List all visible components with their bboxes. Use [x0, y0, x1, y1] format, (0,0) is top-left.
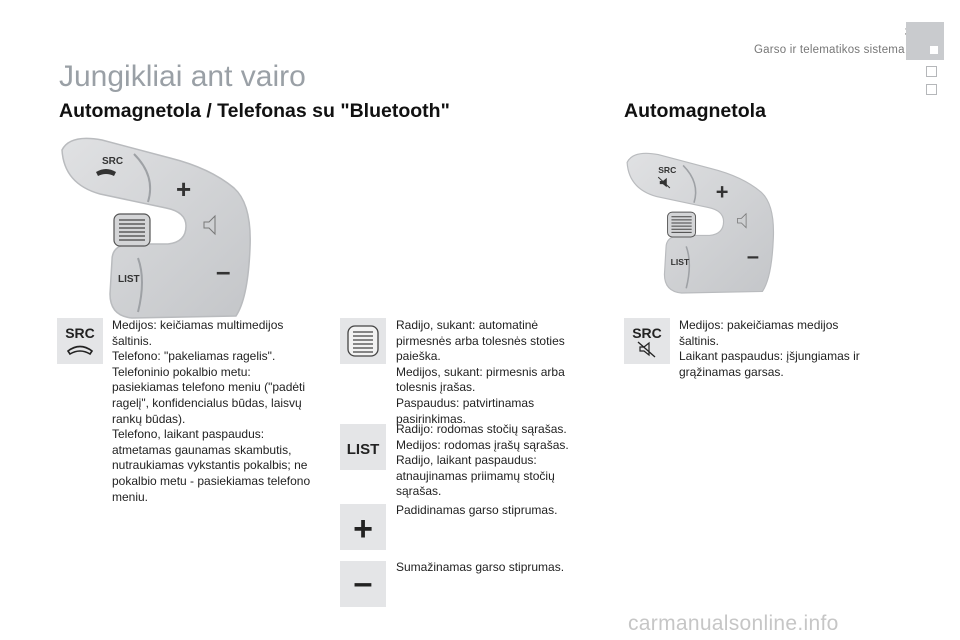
steering-controls-diagram-bluetooth	[40, 128, 310, 328]
plus-icon	[340, 504, 386, 550]
chapter-tab-marker	[930, 46, 938, 54]
section-title-right: Automagnetola	[624, 100, 766, 122]
list-description: Radijo: rodomas stočių sąrašas. Medijos: rodomas įrašų sąrašas. Radijo, laikant paspaudus: atnaujinamas priimamų stočių sąrašas.	[396, 422, 569, 499]
thumbwheel-icon	[340, 318, 386, 364]
thumbwheel-description: Radijo, sukant: automatinė pirmesnės arba tolesnės stoties paieška. Medijos, sukant: pirmesnis arba tolesnis įrašas. Paspaudus: patvirtinamas pasirinkimas.	[396, 318, 565, 426]
volume-up-button[interactable]: +	[176, 174, 192, 204]
chapter-tab[interactable]	[906, 22, 944, 60]
src-mute-icon	[624, 318, 670, 364]
steering-controls-diagram-radio	[610, 128, 820, 318]
plus-description: Padidinamas garso stiprumas.	[396, 503, 558, 517]
svg-text:SRC: SRC	[65, 325, 95, 341]
volume-down-button[interactable]: –	[216, 256, 231, 286]
src-mute-description: Medijos: pakeičiamas medijos šaltinis. Laikant paspaudus: įšjungiamas ir grąžinamas garsas.	[679, 318, 860, 379]
list-button-label[interactable]: LIST	[670, 257, 690, 267]
control-panel-shape	[62, 138, 250, 318]
control-panel-shape	[627, 153, 773, 293]
section-label: Garso ir telematikos sistema	[754, 44, 905, 56]
section-title-left: Automagnetola / Telefonas su "Bluetooth"	[59, 100, 450, 122]
src-button-label[interactable]: SRC	[658, 165, 677, 176]
list-button-label[interactable]: LIST	[118, 274, 140, 285]
thumbwheel[interactable]	[114, 214, 150, 246]
chapter-tab-empty[interactable]	[926, 66, 937, 77]
minus-icon	[340, 561, 386, 607]
volume-down-button[interactable]: –	[746, 243, 759, 269]
minus-description: Sumažinamas garso stiprumas.	[396, 560, 565, 574]
thumbwheel[interactable]	[668, 212, 696, 237]
src-button-label[interactable]: SRC	[102, 156, 124, 167]
src-phone-description: Medijos: keičiamas multimedijos šaltinis. Telefono: "pakeliamas ragelis". Telefoninio pokalbio metu: pasiekiamas telefono meniu ("padėti ragelį", konfidencialus būdas, laisvų rankų būdas). Telefono, laikant paspaudus: atmetamas gaunamas skambutis, nutraukiamas vykstantis pokalbis; ne pokalbio metu - pasiekiamas telefono meniu.	[112, 318, 311, 504]
svg-text:+: +	[353, 510, 373, 548]
volume-up-button[interactable]: +	[715, 179, 729, 205]
svg-text:SRC: SRC	[632, 325, 662, 341]
src-phone-icon	[57, 318, 103, 364]
watermark: carmanualsonline.info	[628, 612, 839, 635]
page-title: Jungikliai ant vairo	[59, 60, 306, 93]
svg-text:LIST: LIST	[346, 441, 380, 458]
list-icon	[340, 424, 386, 470]
chapter-tab-empty[interactable]	[926, 84, 937, 95]
svg-text:–: –	[353, 564, 373, 602]
